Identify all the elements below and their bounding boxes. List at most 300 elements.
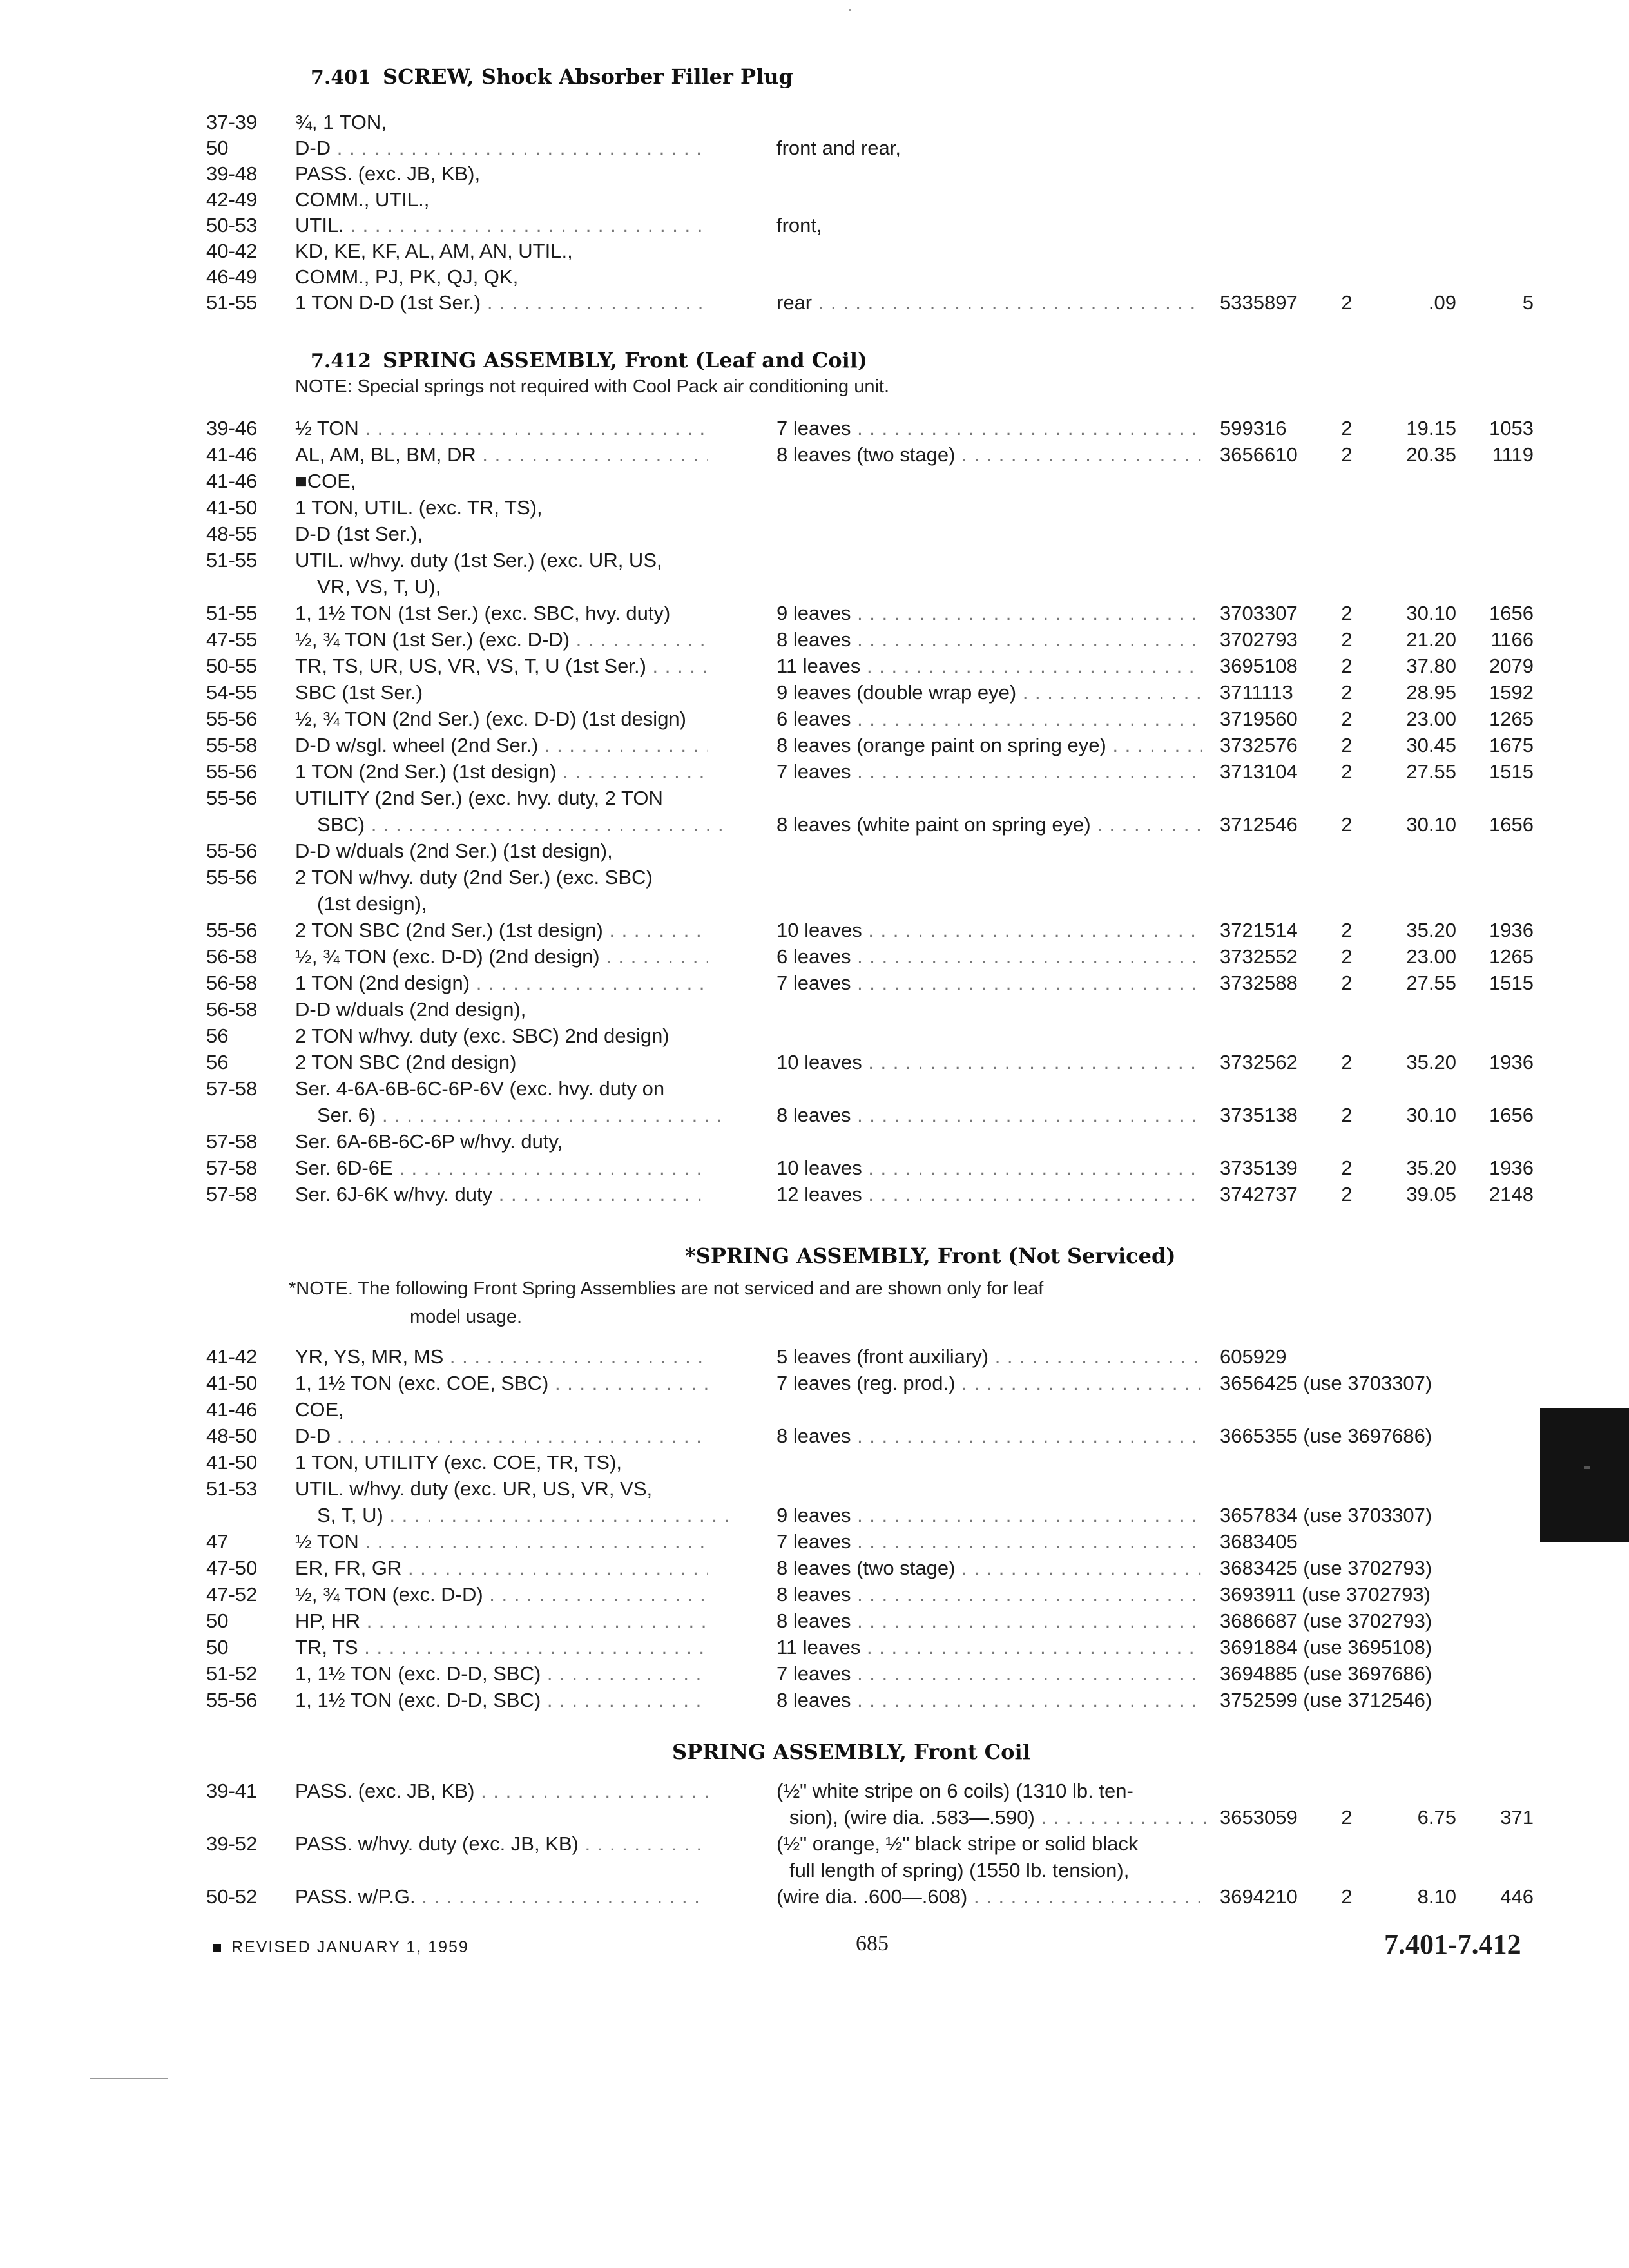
years: 51-53: [206, 1477, 258, 1500]
model: 1, 1½ TON (exc. COE, SBC) . . .: [295, 1370, 708, 1396]
description: full length of spring) (1550 lb. tension),: [789, 1859, 1130, 1881]
years: 41-50: [206, 1451, 258, 1474]
table-row: [0, 653, 1629, 679]
model: ½ TON . . .: [295, 1529, 708, 1555]
weight: 2079: [1489, 655, 1534, 677]
model: S, T, U) . . .: [317, 1503, 729, 1528]
table-row: [0, 1450, 1629, 1475]
model: ¾, 1 TON,: [295, 111, 387, 133]
description: 7 leaves . . .: [776, 416, 1202, 441]
table-row: [0, 601, 1629, 626]
description: 8 leaves . . .: [776, 1582, 1202, 1608]
years: 50-52: [206, 1885, 258, 1908]
years: 56-58: [206, 998, 258, 1021]
years: 50-53: [206, 214, 258, 236]
quantity: 2: [1341, 1051, 1353, 1073]
quantity: 2: [1341, 291, 1353, 314]
price: 23.00: [1406, 945, 1456, 968]
part-number: 3657834 (use 3703307): [1220, 1504, 1432, 1526]
years: 47-52: [206, 1583, 258, 1606]
price: 39.05: [1406, 1183, 1456, 1206]
page-number: 685: [856, 1932, 889, 1956]
quantity: 2: [1341, 919, 1353, 941]
section-note: NOTE: Special springs not required with Cool Pack air conditioning unit.: [295, 376, 890, 397]
years: 41-46: [206, 1398, 258, 1421]
section-note: *NOTE. The following Front Spring Assemblies are not serviced and are shown only for leaf: [289, 1278, 1044, 1299]
years: 51-52: [206, 1662, 258, 1685]
quantity: 2: [1341, 1806, 1353, 1829]
model: 2 TON w/hvy. duty (2nd Ser.) (exc. SBC): [295, 866, 653, 889]
description: 8 leaves (two stage) . . .: [776, 442, 1202, 468]
description: 7 leaves . . .: [776, 759, 1202, 785]
weight: 1265: [1489, 945, 1534, 968]
model: UTIL. . . .: [295, 213, 708, 238]
model: KD, KE, KF, AL, AM, AN, UTIL.,: [295, 240, 573, 262]
weight: 1053: [1489, 417, 1534, 439]
section-note-continued: model usage.: [410, 1307, 523, 1327]
price: 6.75: [1417, 1806, 1456, 1829]
weight: 5: [1522, 291, 1534, 314]
table-row: [0, 416, 1629, 441]
years: 47: [206, 1530, 229, 1553]
price: 19.15: [1406, 417, 1456, 439]
years: 42-49: [206, 188, 258, 211]
description: 8 leaves (orange paint on spring eye) . . .: [776, 733, 1202, 758]
revised-square-icon: [213, 1944, 221, 1952]
price: 30.45: [1406, 734, 1456, 756]
revised-text: REVISED JANUARY 1, 1959: [231, 1938, 469, 1956]
model: 1, 1½ TON (exc. D-D, SBC) . . .: [295, 1687, 708, 1713]
model: ½, ¾ TON (1st Ser.) (exc. D-D) . . .: [295, 627, 708, 653]
quantity: 2: [1341, 760, 1353, 783]
price: 27.55: [1406, 760, 1456, 783]
years: 55-56: [206, 787, 258, 809]
price: 30.10: [1406, 813, 1456, 836]
part-number: 3721514: [1220, 919, 1298, 941]
section-title: SCREW, Shock Absorber Filler Plug: [382, 64, 793, 89]
table-row: [0, 1050, 1629, 1075]
model: (1st design),: [317, 892, 427, 915]
model: Ser. 6D-6E . . .: [295, 1155, 708, 1181]
part-number: 3732562: [1220, 1051, 1298, 1073]
weight: 2148: [1489, 1183, 1534, 1206]
table-row: [0, 161, 1629, 187]
description: 9 leaves . . .: [776, 1503, 1202, 1528]
model: D-D w/duals (2nd Ser.) (1st design),: [295, 840, 613, 862]
years: 48-50: [206, 1425, 258, 1447]
table-row: [0, 1582, 1629, 1608]
model: TR, TS, UR, US, VR, VS, T, U (1st Ser.) . . .: [295, 653, 708, 679]
model: 1 TON (2nd design) . . .: [295, 970, 708, 996]
table-row: [0, 495, 1629, 521]
description: 7 leaves . . .: [776, 970, 1202, 996]
years: 41-42: [206, 1345, 258, 1368]
description: 8 leaves . . .: [776, 1423, 1202, 1449]
model: ER, FR, GR . . .: [295, 1555, 708, 1581]
part-number: 3711113: [1220, 681, 1293, 704]
section-heading-front-coil: [672, 1740, 1030, 1764]
section-thumb-tab: [1540, 1408, 1629, 1542]
table-row: [0, 1370, 1629, 1396]
table-row: [0, 238, 1629, 264]
quantity: 2: [1341, 945, 1353, 968]
table-row: [0, 1503, 1629, 1528]
model: Ser. 4-6A-6B-6C-6P-6V (exc. hvy. duty on: [295, 1077, 665, 1100]
model: UTILITY (2nd Ser.) (exc. hvy. duty, 2 TON: [295, 787, 663, 809]
table-row: [0, 759, 1629, 785]
section-title: SPRING ASSEMBLY, Front (Leaf and Coil): [382, 348, 868, 372]
part-number: 3712546: [1220, 813, 1298, 836]
table-row: [0, 1102, 1629, 1128]
part-number: 605929: [1220, 1345, 1287, 1368]
years: 41-50: [206, 496, 258, 519]
years: 39-46: [206, 417, 258, 439]
years: 40-42: [206, 240, 258, 262]
description: (wire dia. .600—.608) . . .: [776, 1884, 1202, 1910]
years: 55-56: [206, 1689, 258, 1711]
table-row: [0, 865, 1629, 890]
part-number: 3695108: [1220, 655, 1298, 677]
table-row: [0, 468, 1629, 494]
part-number: 599316: [1220, 417, 1287, 439]
description: 8 leaves . . .: [776, 1102, 1202, 1128]
table-row: [0, 918, 1629, 943]
model: D-D (1st Ser.),: [295, 523, 423, 545]
section-title: SPRING ASSEMBLY, Front Coil: [672, 1740, 1030, 1764]
price: 35.20: [1406, 1157, 1456, 1179]
table-row: [0, 891, 1629, 917]
years: 39-52: [206, 1832, 258, 1855]
revision-note: [213, 1938, 469, 1957]
part-number: 3735138: [1220, 1104, 1298, 1126]
table-row: [0, 944, 1629, 970]
part-number: 3732588: [1220, 972, 1298, 994]
part-number: 3656610: [1220, 443, 1298, 466]
table-row: [0, 1076, 1629, 1102]
years: 50-55: [206, 655, 258, 677]
description: 8 leaves . . .: [776, 1687, 1202, 1713]
price: 21.20: [1406, 628, 1456, 651]
description: 9 leaves . . .: [776, 601, 1202, 626]
part-number: 3665355 (use 3697686): [1220, 1425, 1432, 1447]
years: 57-58: [206, 1077, 258, 1100]
model: PASS. w/P.G. . . .: [295, 1884, 708, 1910]
years: 41-46: [206, 443, 258, 466]
table-row: [0, 574, 1629, 600]
years: 51-55: [206, 291, 258, 314]
model: VR, VS, T, U),: [317, 575, 441, 598]
model: Ser. 6J-6K w/hvy. duty . . .: [295, 1182, 708, 1207]
quantity: 2: [1341, 443, 1353, 466]
model: ½, ¾ TON (exc. D-D) (2nd design) . . .: [295, 944, 708, 970]
table-row: [0, 1344, 1629, 1370]
weight: 1656: [1489, 602, 1534, 624]
model: COMM., PJ, PK, QJ, QK,: [295, 265, 519, 288]
part-number: 3694210: [1220, 1885, 1298, 1908]
years: 46-49: [206, 265, 258, 288]
years: 55-56: [206, 866, 258, 889]
table-row: [0, 110, 1629, 135]
table-row: [0, 1155, 1629, 1181]
weight: 1656: [1489, 1104, 1534, 1126]
description: (½" white stripe on 6 coils) (1310 lb. ten-: [776, 1780, 1133, 1802]
years: 47-50: [206, 1557, 258, 1579]
years: 51-55: [206, 549, 258, 572]
weight: 1119: [1492, 443, 1534, 466]
weight: 1936: [1489, 1051, 1534, 1073]
model: D-D . . .: [295, 1423, 708, 1449]
model: 2 TON SBC (2nd Ser.) (1st design) . . .: [295, 918, 708, 943]
years: 56-58: [206, 945, 258, 968]
table-row: [0, 1023, 1629, 1049]
table-row: [0, 1687, 1629, 1713]
model: 1 TON, UTIL. (exc. TR, TS),: [295, 496, 543, 519]
model: ½ TON . . .: [295, 416, 708, 441]
section-heading-7401: [311, 64, 793, 89]
years: 41-46: [206, 470, 258, 492]
part-number: 3686687 (use 3702793): [1220, 1610, 1432, 1632]
quantity: 2: [1341, 734, 1353, 756]
model: TR, TS . . .: [295, 1635, 708, 1660]
table-row: [0, 264, 1629, 290]
model: D-D w/sgl. wheel (2nd Ser.) . . .: [295, 733, 708, 758]
table-row: [0, 1805, 1629, 1831]
quantity: 2: [1341, 813, 1353, 836]
years: 54-55: [206, 681, 258, 704]
quantity: 2: [1341, 681, 1353, 704]
years: 51-55: [206, 602, 258, 624]
part-number: 3735139: [1220, 1157, 1298, 1179]
table-row: [0, 997, 1629, 1023]
weight: 1936: [1489, 919, 1534, 941]
model: 2 TON w/hvy. duty (exc. SBC) 2nd design): [295, 1024, 670, 1047]
table-row: [0, 1884, 1629, 1910]
table-row: [0, 187, 1629, 213]
model: ■COE,: [295, 470, 356, 492]
tab-mark: [1584, 1466, 1590, 1469]
model: 1 TON, UTILITY (exc. COE, TR, TS),: [295, 1451, 622, 1474]
table-row: [0, 812, 1629, 838]
weight: 1592: [1489, 681, 1534, 704]
price: 30.10: [1406, 1104, 1456, 1126]
section-range: 7.401-7.412: [1384, 1928, 1521, 1960]
table-row: [0, 1778, 1629, 1804]
table-row: [0, 706, 1629, 732]
table-row: [0, 1831, 1629, 1857]
model: 1 TON (2nd Ser.) (1st design) . . .: [295, 759, 708, 785]
part-number: 3702793: [1220, 628, 1298, 651]
part-number: 3703307: [1220, 602, 1298, 624]
model: Ser. 6) . . .: [317, 1102, 729, 1128]
table-row: [0, 1529, 1629, 1555]
table-row: [0, 1635, 1629, 1660]
quantity: 2: [1341, 1157, 1353, 1179]
model: UTIL. w/hvy. duty (1st Ser.) (exc. UR, US,: [295, 549, 662, 572]
weight: 371: [1500, 1806, 1534, 1829]
table-row: [0, 1555, 1629, 1581]
weight: 1265: [1489, 707, 1534, 730]
price: .09: [1428, 291, 1456, 314]
quantity: 2: [1341, 707, 1353, 730]
table-row: [0, 290, 1629, 316]
description: 10 leaves . . .: [776, 918, 1202, 943]
quantity: 2: [1341, 602, 1353, 624]
table-row: [0, 1608, 1629, 1634]
scan-speck: [90, 2078, 168, 2079]
description: 8 leaves . . .: [776, 627, 1202, 653]
model: PASS. (exc. JB, KB),: [295, 162, 481, 185]
quantity: 2: [1341, 628, 1353, 651]
model: SBC) . . .: [317, 812, 729, 838]
model: 1 TON D-D (1st Ser.) . . .: [295, 290, 708, 316]
description: 12 leaves . . .: [776, 1182, 1202, 1207]
description: 11 leaves . . .: [776, 653, 1202, 679]
table-row: [0, 1661, 1629, 1687]
part-number: 3693911 (use 3702793): [1220, 1583, 1431, 1606]
model: COMM., UTIL.,: [295, 188, 430, 211]
table-row: [0, 1423, 1629, 1449]
description: sion), (wire dia. .583—.590) . . .: [789, 1805, 1215, 1831]
price: 28.95: [1406, 681, 1456, 704]
model: 1, 1½ TON (exc. D-D, SBC) . . .: [295, 1661, 708, 1687]
description: 10 leaves . . .: [776, 1155, 1202, 1181]
part-number: 5335897: [1220, 291, 1298, 314]
section-number: 7.412: [311, 350, 371, 372]
years: 39-41: [206, 1780, 258, 1802]
model: AL, AM, BL, BM, DR . . .: [295, 442, 708, 468]
weight: 1656: [1489, 813, 1534, 836]
weight: 1515: [1489, 972, 1534, 994]
table-row: [0, 548, 1629, 573]
quantity: 2: [1341, 972, 1353, 994]
table-row: [0, 838, 1629, 864]
table-row: [0, 1129, 1629, 1155]
section-number: 7.401: [311, 66, 371, 89]
price: 8.10: [1417, 1885, 1456, 1908]
description: 11 leaves . . .: [776, 1635, 1202, 1660]
years: 57-58: [206, 1183, 258, 1206]
description: 8 leaves (two stage) . . .: [776, 1555, 1202, 1581]
price: 37.80: [1406, 655, 1456, 677]
years: 56: [206, 1024, 229, 1047]
years: 37-39: [206, 111, 258, 133]
table-row: [0, 627, 1629, 653]
model: D-D . . .: [295, 135, 708, 161]
years: 57-58: [206, 1130, 258, 1153]
part-number: 3683405: [1220, 1530, 1298, 1553]
description: 8 leaves . . .: [776, 1608, 1202, 1634]
table-row: [0, 1476, 1629, 1502]
model: ½, ¾ TON (2nd Ser.) (exc. D-D) (1st design): [295, 707, 686, 730]
part-number: 3683425 (use 3702793): [1220, 1557, 1432, 1579]
description: 5 leaves (front auxiliary) . . .: [776, 1344, 1202, 1370]
part-number: 3653059: [1220, 1806, 1298, 1829]
model: HP, HR . . .: [295, 1608, 708, 1634]
scan-speck: [849, 9, 851, 11]
description: 10 leaves . . .: [776, 1050, 1202, 1075]
section-title: *SPRING ASSEMBLY, Front (Not Serviced): [685, 1244, 1176, 1268]
weight: 1166: [1490, 628, 1534, 651]
description: rear . . .: [776, 290, 1202, 316]
table-row: [0, 970, 1629, 996]
description: (½" orange, ½" black stripe or solid black: [776, 1832, 1139, 1855]
description: 6 leaves . . .: [776, 706, 1202, 732]
years: 55-56: [206, 760, 258, 783]
model: SBC (1st Ser.): [295, 681, 423, 704]
description: front and rear,: [776, 137, 901, 159]
table-row: [0, 733, 1629, 758]
years: 55-56: [206, 919, 258, 941]
section-heading-not-serviced: [685, 1244, 1175, 1268]
model: 2 TON SBC (2nd design): [295, 1051, 517, 1073]
part-number: 3691884 (use 3695108): [1220, 1636, 1432, 1658]
model: PASS. (exc. JB, KB) . . .: [295, 1778, 708, 1804]
table-row: [0, 135, 1629, 161]
quantity: 2: [1341, 1183, 1353, 1206]
years: 55-56: [206, 707, 258, 730]
weight: 1675: [1489, 734, 1534, 756]
quantity: 2: [1341, 1885, 1353, 1908]
table-row: [0, 521, 1629, 547]
model: COE,: [295, 1398, 344, 1421]
table-row: [0, 213, 1629, 238]
model: ½, ¾ TON (exc. D-D) . . .: [295, 1582, 708, 1608]
description: 7 leaves (reg. prod.) . . .: [776, 1370, 1202, 1396]
years: 39-48: [206, 162, 258, 185]
model: D-D w/duals (2nd design),: [295, 998, 526, 1021]
weight: 1936: [1489, 1157, 1534, 1179]
description: front,: [776, 214, 822, 236]
price: 35.20: [1406, 1051, 1456, 1073]
table-row: [0, 1182, 1629, 1207]
part-number: 3719560: [1220, 707, 1298, 730]
years: 47-55: [206, 628, 258, 651]
part-number: 3732576: [1220, 734, 1298, 756]
description: 9 leaves (double wrap eye) . . .: [776, 680, 1202, 706]
years: 56: [206, 1051, 229, 1073]
model: YR, YS, MR, MS . . .: [295, 1344, 708, 1370]
table-row: [0, 1397, 1629, 1423]
years: 50: [206, 137, 229, 159]
table-row: [0, 442, 1629, 468]
description: 7 leaves . . .: [776, 1661, 1202, 1687]
part-number: 3656425 (use 3703307): [1220, 1372, 1432, 1394]
part-number: 3732552: [1220, 945, 1298, 968]
years: 57-58: [206, 1157, 258, 1179]
section-heading-7412: [311, 348, 867, 372]
years: 50: [206, 1610, 229, 1632]
model: UTIL. w/hvy. duty (exc. UR, US, VR, VS,: [295, 1477, 653, 1500]
description: 8 leaves (white paint on spring eye) . . .: [776, 812, 1202, 838]
price: 20.35: [1406, 443, 1456, 466]
part-number: 3752599 (use 3712546): [1220, 1689, 1432, 1711]
quantity: 2: [1341, 417, 1353, 439]
table-row: [0, 1858, 1629, 1883]
weight: 1515: [1489, 760, 1534, 783]
part-number: 3742737: [1220, 1183, 1298, 1206]
table-row: [0, 680, 1629, 706]
years: 50: [206, 1636, 229, 1658]
price: 23.00: [1406, 707, 1456, 730]
years: 48-55: [206, 523, 258, 545]
years: 55-58: [206, 734, 258, 756]
table-row: [0, 785, 1629, 811]
weight: 446: [1500, 1885, 1534, 1908]
years: 56-58: [206, 972, 258, 994]
part-number: 3713104: [1220, 760, 1298, 783]
part-number: 3694885 (use 3697686): [1220, 1662, 1432, 1685]
price: 30.10: [1406, 602, 1456, 624]
